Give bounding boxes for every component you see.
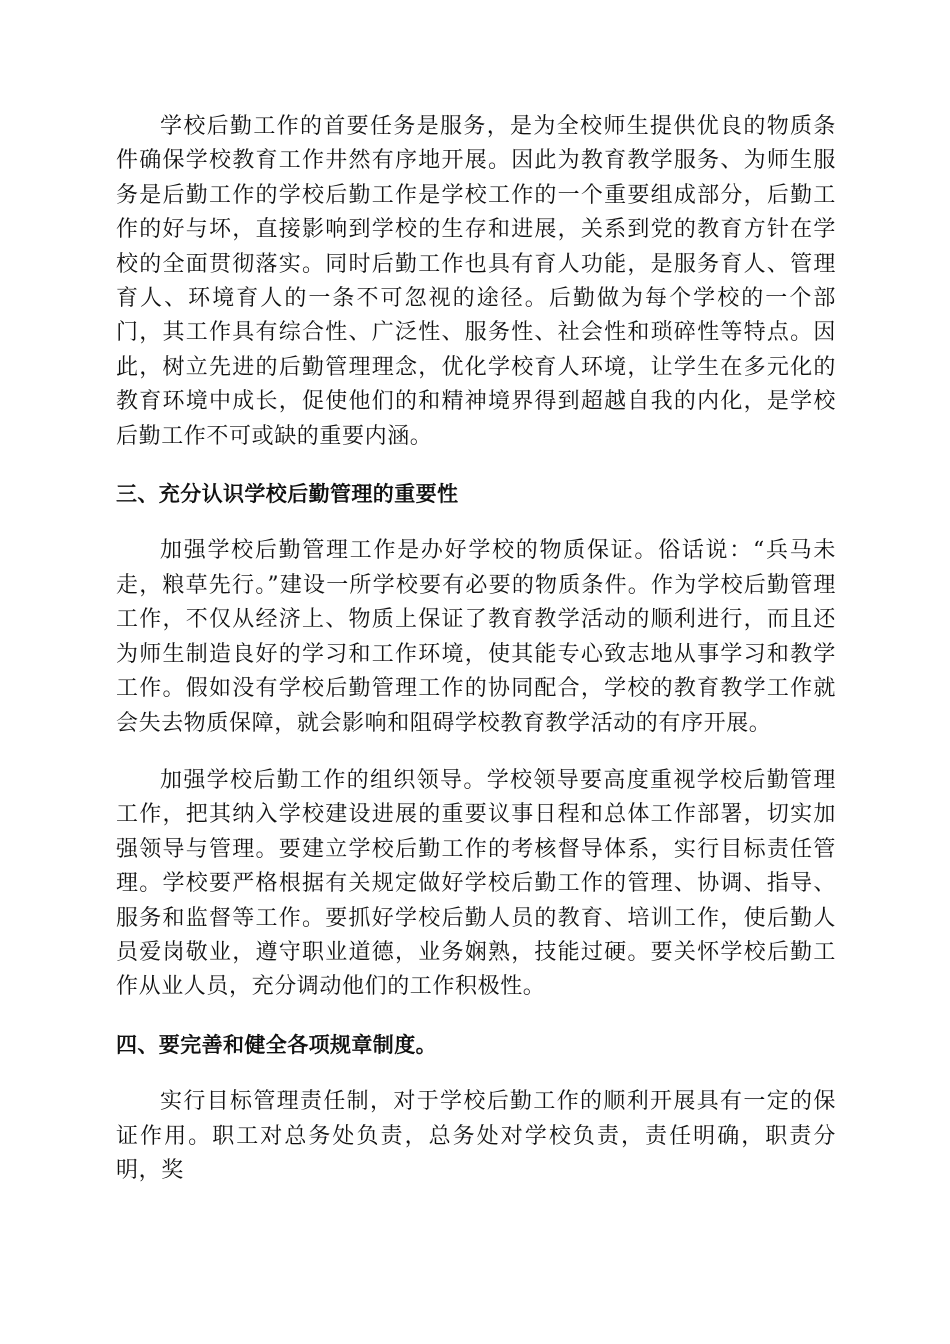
- paragraph-organization-leadership: 加强学校后勤工作的组织领导。学校领导要高度重视学校后勤管理工作，把其纳入学校建设进展的重要议事日程和总体工作部署，切实加强领导与管理。要建立学校后勤工作的考核督导体系，实行目标责任管理。学校要严格根据有关规定做好学校后勤工作的管理、协调、指导、服务和监督等工作。要抓好学校后勤人员的教育、培训工作，使后勤人员爱岗敬业，遵守职业道德，业务娴熟，技能过硬。要关怀学校后勤工作从业人员，充分调动他们的工作积极性。: [116, 767, 836, 1000]
- paragraph-management-importance: 加强学校后勤管理工作是办好学校的物质保证。俗话说：“兵马未走，粮草先行。”建设一所学校要有必要的物质条件。作为学校后勤管理工作，不仅从经济上、物质上保证了教育教学活动的顺利进行，而且还为师生制造良好的学习和工作环境，使其能专心致志地从事学习和教学工作。假如没有学校后勤管理工作的协同配合，学校的教育教学工作就会失去物质保障，就会影响和阻碍学校教育教学活动的有序开展。: [116, 538, 836, 736]
- paragraph-logistics-service: 学校后勤工作的首要任务是服务，是为全校师生提供优良的物质条件确保学校教育工作井然有序地开展。因此为教育教学服务、为师生服务是后勤工作的学校后勤工作是学校工作的一个重要组成部分，后勤工作的好与坏，直接影响到学校的生存和进展，关系到党的教育方针在学校的全面贯彻落实。同时后勤工作也具有育人功能，是服务育人、管理育人、环境育人的一条不可忽视的途径。后勤做为每个学校的一个部门，其工作具有综合性、广泛性、服务性、社会性和琐碎性等特点。因此，树立先进的后勤管理理念，优化学校育人环境，让学生在多元化的教育环境中成长，促使他们的和精神境界得到超越自我的内化，是学校后勤工作不可或缺的重要内涵。: [116, 114, 836, 449]
- section-heading-3: 三、充分认识学校后勤管理的重要性: [116, 482, 459, 507]
- paragraph-responsibility-system: 实行目标管理责任制，对于学校后勤工作的顺利开展具有一定的保证作用。职工对总务处负责，总务处对学校负责，责任明确，职责分明，奖: [116, 1089, 836, 1183]
- document-body: [116, 110, 836, 1188]
- section-heading-4: 四、要完善和健全各项规章制度。: [116, 1032, 437, 1057]
